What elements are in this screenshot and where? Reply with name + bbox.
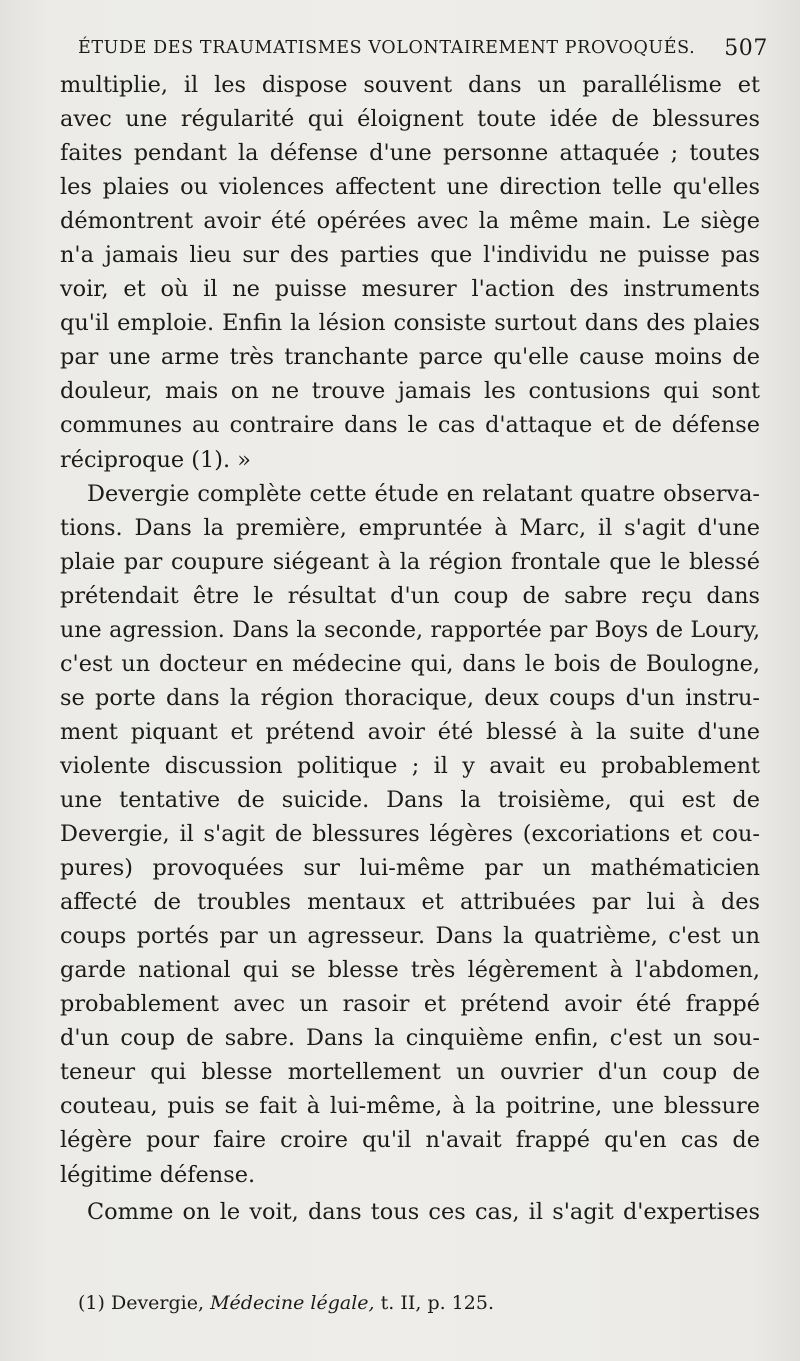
text-line: c'est un docteur en médecine qui, dans le bois de Boulogne,: [60, 650, 760, 677]
text-line: n'a jamais lieu sur des parties que l'individu ne puisse pas: [60, 242, 760, 269]
text-line: pures) provoquées sur lui-même par un mathématicien: [60, 855, 760, 882]
text-line: ment piquant et prétend avoir été blessé à la suite d'une: [60, 718, 760, 745]
text-line: multiplie, il les dispose souvent dans un parallélisme et: [60, 72, 760, 98]
text-line: avec une régularité qui éloignent toute idée de blessures: [60, 106, 760, 133]
paragraph-2: [60, 477, 760, 1192]
text-line: légitime défense.: [60, 1161, 256, 1188]
text-line: garde national qui se blesse très légèrement à l'abdomen,: [60, 957, 760, 984]
running-title: ÉTUDE DES TRAUMATISMES VOLONTAIREMENT PROVOQUÉS.: [78, 38, 696, 58]
text-line: communes au contraire dans le cas d'attaque et de défense: [60, 412, 760, 439]
text-line: couteau, puis se fait à lui-même, à la poitrine, une blessure: [60, 1093, 760, 1120]
text-line: prétendait être le résultat d'un coup de sabre reçu dans: [60, 582, 760, 609]
text-line: faites pendant la défense d'une personne attaquée ; toutes: [60, 140, 760, 167]
text-line: douleur, mais on ne trouve jamais les contusions qui sont: [60, 378, 760, 405]
paragraph-3: [60, 1195, 760, 1229]
text-line: violente discussion politique ; il y avait eu probablement: [60, 752, 760, 779]
text-line: affecté de troubles mentaux et attribuées par lui à des: [60, 889, 760, 916]
text-line: par une arme très tranchante parce qu'elle cause moins de: [60, 344, 760, 371]
footnote-marker: (1): [78, 1292, 105, 1314]
page-number: 507: [724, 36, 768, 61]
text-line: les plaies ou violences affectent une direction telle qu'elles: [60, 174, 760, 201]
text-line: une agression. Dans la seconde, rapportée par Boys de Loury,: [60, 616, 760, 643]
running-header: [78, 36, 768, 66]
text-line: teneur qui blesse mortellement un ouvrier d'un coup de: [60, 1059, 760, 1086]
text-line: Comme on le voit, dans tous ces cas, il s'agit d'expertises: [87, 1198, 760, 1225]
text-line: réciproque (1). »: [60, 446, 251, 473]
text-line: qu'il emploie. Enfin la lésion consiste surtout dans des plaies: [60, 310, 760, 337]
text-line: une tentative de suicide. Dans la troisième, qui est de: [60, 786, 760, 813]
footnote: [78, 1292, 494, 1314]
text-line: d'un coup de sabre. Dans la cinquième enfin, c'est un sou-: [60, 1025, 760, 1052]
text-line: Devergie, il s'agit de blessures légères (excoriations et cou-: [60, 821, 760, 848]
body-text: [60, 68, 760, 1229]
text-line: voir, et où il ne puisse mesurer l'action des instruments: [60, 276, 760, 303]
footnote-title: Médecine légale,: [210, 1292, 375, 1314]
text-line: tions. Dans la première, empruntée à Marc, il s'agit d'une: [60, 514, 760, 541]
text-line: légère pour faire croire qu'il n'avait frappé qu'en cas de: [60, 1127, 760, 1154]
text-line: coups portés par un agresseur. Dans la quatrième, c'est un: [60, 923, 760, 950]
paragraph-1: [60, 68, 760, 477]
text-line: plaie par coupure siégeant à la région frontale que le blessé: [60, 548, 760, 575]
text-line: démontrent avoir été opérées avec la même main. Le siège: [60, 208, 760, 235]
footnote-reference: t. II, p. 125.: [380, 1292, 494, 1314]
footnote-author: Devergie,: [110, 1292, 205, 1314]
text-line: Devergie complète cette étude en relatant quatre observa-: [87, 480, 760, 507]
text-line: probablement avec un rasoir et prétend avoir été frappé: [60, 991, 760, 1018]
text-line: se porte dans la région thoracique, deux coups d'un instru-: [60, 684, 760, 711]
